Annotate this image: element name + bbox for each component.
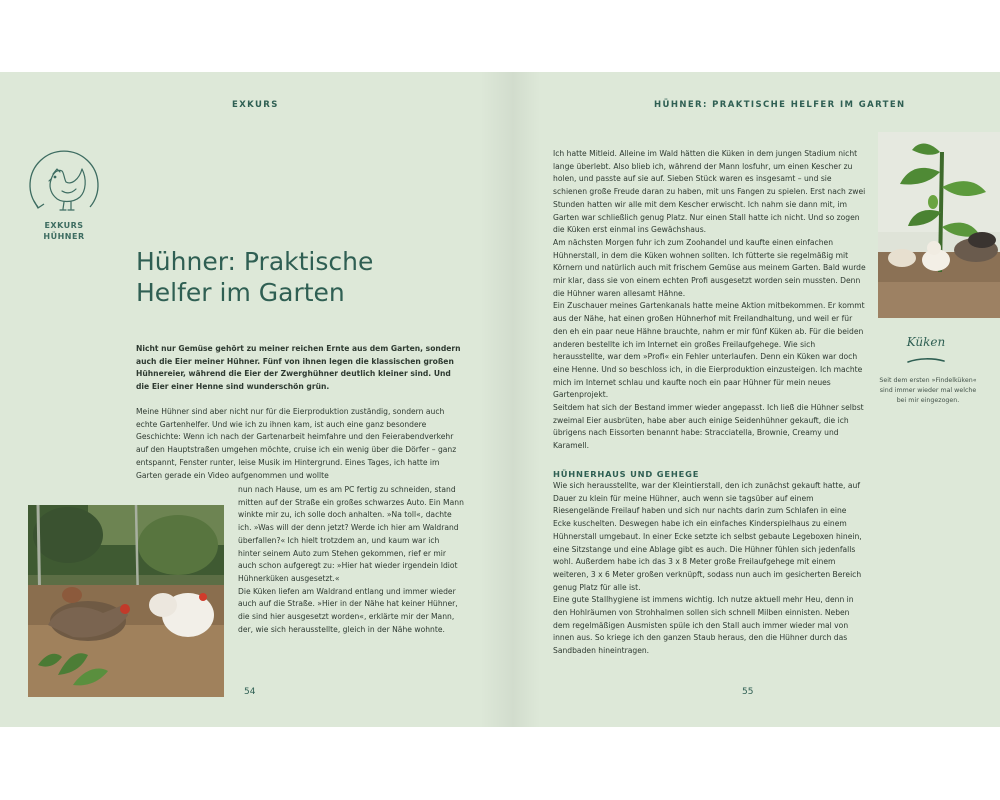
running-head-right: HÜHNER: PRAKTISCHE HELFER IM GARTEN [654, 100, 906, 110]
body-paragraph: nun nach Hause, um es am PC fertig zu schneiden, stand mitten auf der Straße ein großes schwarzes Auto. Ein Mann winkte mir zu, ich solle doch anhalten. »Na toll«, dachte ich. »Was will der denn jetzt? Werde ich hier am Waldrand überfallen?« Ich hielt trotzdem an, und kaum war ich hinter seinem Auto zum Stehen gekommen, rief er mir auch schon aufgeregt zu: »Hier hat wieder irgendein Idiot Hühnerküken ausgesetzt.« [238, 485, 464, 583]
page-number-left: 54 [244, 687, 256, 697]
title-line-1: Hühner: Praktische [136, 247, 374, 276]
leaf-icon [907, 358, 945, 364]
body-column-left-narrow [238, 484, 464, 636]
caption-text: Seit dem ersten »Findelküken« sind immer wieder mal welche bei mir eingezogen. [879, 377, 977, 404]
body-paragraph: Seitdem hat sich der Bestand immer wieder angepasst. Ich ließ die Hühner selbst zweimal Eier ausbrüten, habe aber auch einige Seidenhühner gekauft, die ich übrigens nach Eissorten benannt habe: Stracciatella, Brownie, Creamy und Karamell. [553, 403, 864, 451]
hen-icon [24, 147, 104, 219]
book-spread [0, 72, 1000, 727]
body-paragraph: Ich hatte Mitleid. Alleine im Wald hätten die Küken in dem jungen Stadium nicht lange überlebt. Also blieb ich, während der Mann losfuhr, um einen Kescher zu holen, und passte auf sie auf. Sieben Stück waren es insgesamt – und sie schienen große Freude daran zu haben, mit uns Fangen zu spielen. Erst nach zwei Stunden hatten wir alle mit dem Kescher erwischt. Ich nahm sie dann mit, im Garten war schließlich genug Platz. Nur einen Stall hatte ich nicht. Und so zogen die Küken erst einmal ins Gewächshaus. [553, 149, 866, 235]
section-heading: HÜHNERHAUS UND GEHEGE [553, 469, 700, 479]
body-paragraph: Wie sich herausstellte, war der Kleintierstall, den ich zunächst gekauft hatte, auf Dauer zu klein für meine Hühner, auch wenn sie tagsüber auf einem Riesengelände Freilauf haben und sich nur nachts darin zum Schlafen in eine Ecke kuschelten. Deswegen habe ich ein einfaches Kinderspielhaus zu einem Hühnerstall umgebaut. In einer Ecke setzte ich selbst gebaute Legeboxen hinein, eine Sitzstange und eine Ablage gibt es auch. Die Hühner fühlen sich jedenfalls wohl. Außerdem habe ich das 3 x 8 Meter große Freilaufgehege mit einem weiteren, 3 x 6 Meter großen verknüpft, sodass nun auch im gesicherten Bereich genug Platz für alle ist. [553, 481, 862, 592]
body-paragraph: Eine gute Stallhygiene ist immens wichtig. Ich nutze aktuell mehr Heu, denn in den Hohlräumen von Strohhalmen sollen sich schnell Milben einnisten. Neben dem regelmäßigen Ausmisten spüle ich den Stall auch immer wieder mal von innen aus. So kriege ich den ganzen Staub heraus, den die Hühner durch das Sandbaden hineintragen. [553, 595, 854, 656]
article-title [136, 246, 466, 308]
badge-line-2: HÜHNER [43, 232, 85, 241]
chickens-photo [28, 505, 224, 697]
chicks-photo [878, 132, 1000, 318]
intro-paragraph: Nicht nur Gemüse gehört zu meiner reichen Ernte aus dem Garten, sondern auch die Eier meiner Hühner. Fünf von ihnen legen die klassischen großen Hühnereier, während die Eier der Zwerghühner deutlich kleiner sind. Und die Eier einer Henne sind wunderschön grün. [136, 344, 461, 392]
exkurs-badge [24, 147, 104, 242]
caption-title: Küken [906, 335, 946, 349]
body-column-right-2 [553, 480, 866, 658]
page-number-right: 55 [742, 687, 754, 697]
body-paragraph: Ein Zuschauer meines Gartenkanals hatte meine Aktion mitbekommen. Er kommt aus der Nähe, hat einen großen Hühnerhof mit Freilandhaltung, und weil er für den eh ein paar neue Hähne brauchte, nahm er mir fünf Küken ab. Für die beiden anderen bestellte ich im Internet ein großes Freilaufgehege. Wie sich herausstellte, war dem »Profi« ein Fehler unterlaufen. Denn ein Küken war doch eine Henne. Und so beschloss ich, in die Eierproduktion einzusteigen. Ich machte mich im Internet schlau und kaufte noch ein paar Hühner für mein neues Gartenprojekt. [553, 301, 865, 400]
body-column-right [553, 148, 866, 453]
badge-line-1: EXKURS [44, 221, 84, 230]
gutter-shadow [480, 72, 540, 727]
body-paragraph: Am nächsten Morgen fuhr ich zum Zoohandel und kaufte einen einfachen Hühnerstall, in dem die Küken wohnen sollten. Ich fütterte sie regelmäßig mit Körnern und natürlich auch mit frischem Gemüse aus meinem Garten. Bald wurde mir klar, dass sie von einem echten Profi ausgesetzt worden sein mussten. Denn die Hühner waren allesamt Hähne. [553, 237, 866, 298]
running-head-left: EXKURS [232, 100, 279, 110]
body-paragraph-left: Meine Hühner sind aber nicht nur für die Eierproduktion zuständig, sondern auch echte Gartenhelfer. Und wie ich zu ihnen kam, ist auch eine ganz besondere Geschichte: Wenn ich nach der Gartenarbeit heimfahre und den Feierabendverkehr auf den Hauptstraßen umgehen möchte, cruise ich ein wenig über die Dörfer – ganz entspannt, Fenster runter, leise Musik im Hintergrund. Eines Tages, ich hatte im Garten gerade ein Video aufgenommen und wollte [136, 407, 457, 480]
title-line-2: Helfer im Garten [136, 278, 345, 307]
body-paragraph: Die Küken liefen am Waldrand entlang und immer wieder auch auf die Straße. »Hier in der Nähe hat keiner Hühner, die sind hier ausgesetzt worden«, erklärte mir der Mann, der, wie sich herausstellte, gleich in der Nähe wohnte. [238, 586, 458, 634]
